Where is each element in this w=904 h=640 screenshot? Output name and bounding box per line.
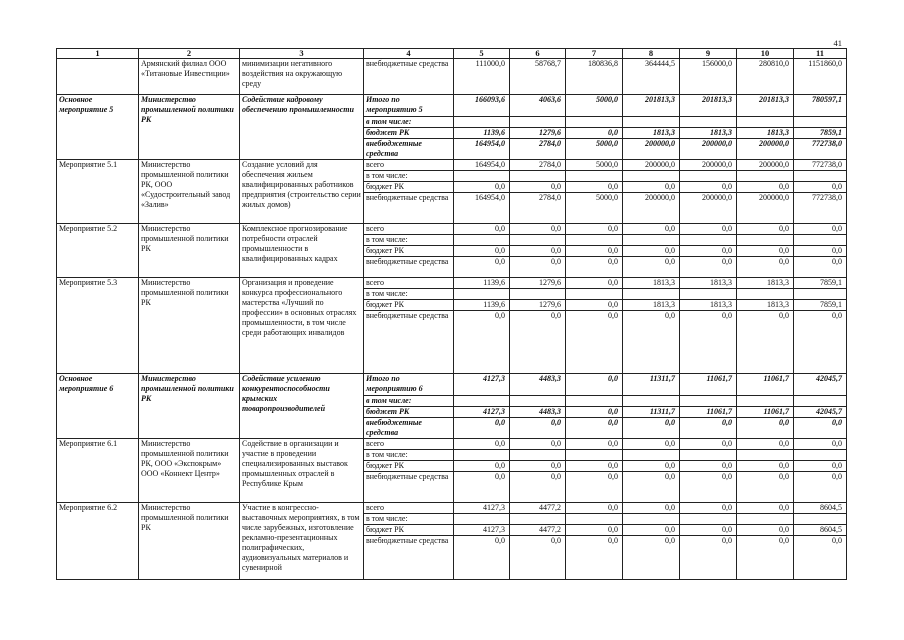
value-cell: 1279,6 [510, 278, 566, 289]
value-cell [510, 117, 566, 128]
value-cell [510, 289, 566, 300]
value-cell [737, 514, 794, 525]
measure-executor: Армянский филиал ООО «Титановые Инвестиции» [139, 59, 240, 95]
value-cell: 1813,3 [623, 300, 680, 311]
value-cell: 4063,6 [510, 95, 566, 117]
header-cell: 11 [794, 49, 847, 59]
value-cell: 201813,3 [737, 95, 794, 117]
value-cell [680, 514, 737, 525]
value-cell: 0,0 [623, 311, 680, 374]
value-cell: 0,0 [737, 536, 794, 580]
value-cell: 0,0 [510, 182, 566, 193]
value-cell: 200000,0 [680, 193, 737, 224]
value-cell [454, 514, 510, 525]
value-cell: 0,0 [623, 472, 680, 503]
value-cell: 7859,1 [794, 128, 847, 139]
source-label: внебюджетные средства [364, 311, 454, 374]
value-cell [794, 289, 847, 300]
value-cell: 0,0 [454, 224, 510, 235]
measure-executor: Министерство промышленной политики РК [139, 374, 240, 439]
source-label: внебюджетные средства [364, 536, 454, 580]
value-cell: 1813,3 [680, 300, 737, 311]
header-cell: 9 [680, 49, 737, 59]
value-cell: 1813,3 [737, 278, 794, 289]
value-cell: 0,0 [566, 525, 623, 536]
measure-name: Мероприятие 5.2 [57, 224, 139, 278]
value-cell: 11061,7 [737, 374, 794, 396]
value-cell: 11311,7 [623, 407, 680, 418]
value-cell: 0,0 [794, 439, 847, 450]
measure-executor: Министерство промышленной политики РК [139, 503, 240, 580]
measure-description: Содействие в организации и участие в проведении специализированных выставок промышленных отраслей в Республике Крым [240, 439, 364, 503]
value-cell [737, 396, 794, 407]
source-label: бюджет РК [364, 246, 454, 257]
value-cell: 0,0 [566, 257, 623, 278]
value-cell: 0,0 [566, 128, 623, 139]
source-label: Итого по мероприятию 6 [364, 374, 454, 396]
table-row [57, 59, 847, 95]
measure-executor: Министерство промышленной политики РК [139, 95, 240, 160]
value-cell: 5000,0 [566, 139, 623, 160]
value-cell [623, 235, 680, 246]
value-cell: 0,0 [510, 311, 566, 374]
table-row [57, 439, 847, 450]
value-cell: 200000,0 [623, 139, 680, 160]
value-cell: 0,0 [737, 246, 794, 257]
value-cell: 200000,0 [737, 160, 794, 171]
value-cell: 0,0 [623, 224, 680, 235]
value-cell: 0,0 [737, 257, 794, 278]
value-cell: 1813,3 [737, 128, 794, 139]
measure-description: минимизации негативного воздействия на окружающую среду [240, 59, 364, 95]
value-cell: 0,0 [737, 472, 794, 503]
value-cell: 0,0 [737, 224, 794, 235]
measure-name: Мероприятие 6.2 [57, 503, 139, 580]
value-cell [737, 117, 794, 128]
value-cell: 5000,0 [566, 193, 623, 224]
measure-name: Основное мероприятие 6 [57, 374, 139, 439]
value-cell: 0,0 [737, 503, 794, 514]
value-cell: 4483,3 [510, 407, 566, 418]
value-cell: 0,0 [566, 503, 623, 514]
value-cell: 4127,3 [454, 525, 510, 536]
value-cell: 0,0 [623, 525, 680, 536]
value-cell [623, 514, 680, 525]
value-cell [510, 235, 566, 246]
value-cell: 0,0 [680, 224, 737, 235]
value-cell: 0,0 [454, 536, 510, 580]
value-cell: 5000,0 [566, 95, 623, 117]
value-cell: 0,0 [566, 407, 623, 418]
value-cell: 0,0 [454, 461, 510, 472]
value-cell: 0,0 [794, 536, 847, 580]
value-cell: 180836,8 [566, 59, 623, 95]
value-cell [794, 396, 847, 407]
value-cell [794, 450, 847, 461]
value-cell: 0,0 [794, 311, 847, 374]
value-cell: 2784,0 [510, 193, 566, 224]
header-cell: 5 [454, 49, 510, 59]
value-cell [680, 289, 737, 300]
value-cell: 0,0 [566, 300, 623, 311]
value-cell: 0,0 [680, 311, 737, 374]
value-cell: 0,0 [680, 418, 737, 439]
value-cell: 0,0 [680, 503, 737, 514]
table-row [57, 224, 847, 235]
value-cell: 0,0 [623, 439, 680, 450]
value-cell: 0,0 [680, 472, 737, 503]
value-cell: 0,0 [566, 311, 623, 374]
source-label: бюджет РК [364, 128, 454, 139]
value-cell: 4477,2 [510, 525, 566, 536]
table-row [57, 160, 847, 171]
value-cell: 0,0 [623, 257, 680, 278]
source-label: внебюджетные средства [364, 139, 454, 160]
table-row [57, 278, 847, 289]
value-cell: 0,0 [566, 182, 623, 193]
value-cell: 772738,0 [794, 139, 847, 160]
value-cell: 4127,3 [454, 503, 510, 514]
value-cell [454, 450, 510, 461]
measure-executor: Министерство промышленной политики РК, ООО «Экспокрым» ООО «Коннект Центр» [139, 439, 240, 503]
value-cell [510, 171, 566, 182]
value-cell: 1139,6 [454, 128, 510, 139]
value-cell [737, 450, 794, 461]
value-cell [510, 396, 566, 407]
value-cell [680, 235, 737, 246]
value-cell [680, 117, 737, 128]
value-cell: 772738,0 [794, 160, 847, 171]
value-cell [510, 450, 566, 461]
value-cell: 1139,6 [454, 300, 510, 311]
value-cell: 8604,5 [794, 503, 847, 514]
measure-name: Мероприятие 6.1 [57, 439, 139, 503]
value-cell: 2784,0 [510, 139, 566, 160]
value-cell: 0,0 [510, 461, 566, 472]
value-cell: 201813,3 [680, 95, 737, 117]
measure-name: Мероприятие 5.3 [57, 278, 139, 374]
value-cell [566, 396, 623, 407]
header-row [57, 49, 847, 59]
measure-executor: Министерство промышленной политики РК, ООО «Судостроительный завод «Залив» [139, 160, 240, 224]
value-cell: 166093,6 [454, 95, 510, 117]
header-cell: 2 [139, 49, 240, 59]
value-cell: 164954,0 [454, 193, 510, 224]
source-label: бюджет РК [364, 407, 454, 418]
value-cell [566, 171, 623, 182]
value-cell: 0,0 [794, 246, 847, 257]
value-cell: 0,0 [737, 525, 794, 536]
value-cell: 0,0 [566, 374, 623, 396]
value-cell: 0,0 [566, 536, 623, 580]
source-label: всего [364, 224, 454, 235]
value-cell: 1279,6 [510, 128, 566, 139]
value-cell [623, 289, 680, 300]
value-cell: 4483,3 [510, 374, 566, 396]
value-cell: 0,0 [680, 536, 737, 580]
value-cell [566, 514, 623, 525]
value-cell: 0,0 [794, 182, 847, 193]
value-cell: 200000,0 [623, 193, 680, 224]
value-cell [737, 235, 794, 246]
value-cell [566, 289, 623, 300]
value-cell [566, 450, 623, 461]
value-cell: 0,0 [510, 472, 566, 503]
value-cell: 1813,3 [623, 278, 680, 289]
value-cell: 4127,3 [454, 407, 510, 418]
value-cell: 0,0 [680, 182, 737, 193]
value-cell: 1813,3 [680, 278, 737, 289]
value-cell: 0,0 [510, 257, 566, 278]
value-cell: 0,0 [566, 472, 623, 503]
value-cell: 780597,1 [794, 95, 847, 117]
page-number: 41 [833, 38, 842, 48]
value-cell: 0,0 [794, 472, 847, 503]
value-cell: 0,0 [454, 182, 510, 193]
value-cell: 111000,0 [454, 59, 510, 95]
value-cell [454, 171, 510, 182]
value-cell: 0,0 [680, 525, 737, 536]
value-cell: 4127,3 [454, 374, 510, 396]
source-label: Итого по мероприятию 5 [364, 95, 454, 117]
value-cell: 11311,7 [623, 374, 680, 396]
header-cell: 3 [240, 49, 364, 59]
value-cell: 42045,7 [794, 374, 847, 396]
value-cell: 200000,0 [623, 160, 680, 171]
value-cell: 0,0 [566, 439, 623, 450]
value-cell: 1279,6 [510, 300, 566, 311]
table-row [57, 374, 847, 396]
header-cell: 4 [364, 49, 454, 59]
value-cell: 0,0 [510, 536, 566, 580]
measure-description: Содействие усилению конкурентоспособности крымских товаропроизводителей [240, 374, 364, 439]
value-cell [510, 514, 566, 525]
measure-description: Содействие кадровому обеспечению промышленности [240, 95, 364, 160]
value-cell: 164954,0 [454, 160, 510, 171]
value-cell: 200000,0 [680, 160, 737, 171]
value-cell: 0,0 [566, 278, 623, 289]
source-label: всего [364, 160, 454, 171]
measure-description: Участие в конгрессно-выставочных мероприятиях, в том числе зарубежных, изготовление рекламно-презентационных полиграфических, аудиовизуальных материалов и сувенирной [240, 503, 364, 580]
value-cell: 164954,0 [454, 139, 510, 160]
value-cell: 0,0 [566, 224, 623, 235]
source-label: внебюджетные средства [364, 193, 454, 224]
value-cell: 58768,7 [510, 59, 566, 95]
value-cell: 0,0 [510, 439, 566, 450]
source-label: бюджет РК [364, 300, 454, 311]
value-cell: 1813,3 [680, 128, 737, 139]
source-label: в том числе: [364, 514, 454, 525]
measure-name: Основное мероприятие 5 [57, 95, 139, 160]
header-cell: 7 [566, 49, 623, 59]
value-cell: 0,0 [623, 503, 680, 514]
source-label: бюджет РК [364, 461, 454, 472]
measure-executor: Министерство промышленной политики РК [139, 278, 240, 374]
value-cell: 0,0 [566, 246, 623, 257]
value-cell: 0,0 [623, 461, 680, 472]
value-cell [623, 450, 680, 461]
source-label: внебюджетные средства [364, 59, 454, 95]
value-cell: 0,0 [794, 461, 847, 472]
measure-description: Создание условий для обеспечения жильем квалифицированных работников предприятия (строительство серии жилых домов) [240, 160, 364, 224]
value-cell: 0,0 [510, 418, 566, 439]
source-label: всего [364, 439, 454, 450]
value-cell: 0,0 [794, 418, 847, 439]
header-cell: 10 [737, 49, 794, 59]
value-cell: 772738,0 [794, 193, 847, 224]
value-cell: 156000,0 [680, 59, 737, 95]
value-cell: 0,0 [794, 224, 847, 235]
value-cell: 0,0 [454, 246, 510, 257]
value-cell: 0,0 [623, 246, 680, 257]
source-label: внебюджетные средства [364, 472, 454, 503]
value-cell: 200000,0 [737, 193, 794, 224]
header-cell: 8 [623, 49, 680, 59]
value-cell: 7859,1 [794, 300, 847, 311]
value-cell [454, 289, 510, 300]
value-cell: 42045,7 [794, 407, 847, 418]
program-financing-table [56, 48, 847, 580]
value-cell: 0,0 [737, 418, 794, 439]
source-label: всего [364, 278, 454, 289]
value-cell [623, 171, 680, 182]
source-label: внебюджетные средства [364, 257, 454, 278]
value-cell: 1813,3 [737, 300, 794, 311]
value-cell: 200000,0 [737, 139, 794, 160]
value-cell [680, 396, 737, 407]
value-cell: 200000,0 [680, 139, 737, 160]
value-cell: 11061,7 [680, 407, 737, 418]
value-cell: 0,0 [454, 311, 510, 374]
value-cell [737, 289, 794, 300]
source-label: всего [364, 503, 454, 514]
measure-executor: Министерство промышленной политики РК [139, 224, 240, 278]
value-cell [566, 117, 623, 128]
measure-description: Организация и проведение конкурса профессионального мастерства «Лучший по профессии» в основных отраслях промышленности, в том числе среди работающих инвалидов [240, 278, 364, 374]
value-cell [794, 117, 847, 128]
value-cell: 4477,2 [510, 503, 566, 514]
value-cell [794, 514, 847, 525]
value-cell: 1813,3 [623, 128, 680, 139]
header-cell: 1 [57, 49, 139, 59]
value-cell: 201813,3 [623, 95, 680, 117]
value-cell: 2784,0 [510, 160, 566, 171]
value-cell [794, 171, 847, 182]
value-cell: 364444,5 [623, 59, 680, 95]
value-cell: 0,0 [737, 311, 794, 374]
source-label: внебюджетные средства [364, 418, 454, 439]
value-cell: 11061,7 [680, 374, 737, 396]
value-cell: 1139,6 [454, 278, 510, 289]
value-cell: 0,0 [510, 246, 566, 257]
measure-name [57, 59, 139, 95]
value-cell [737, 171, 794, 182]
value-cell [794, 235, 847, 246]
value-cell: 0,0 [680, 439, 737, 450]
value-cell [566, 235, 623, 246]
value-cell: 1151860,0 [794, 59, 847, 95]
value-cell [623, 396, 680, 407]
value-cell [454, 117, 510, 128]
source-label: в том числе: [364, 396, 454, 407]
measure-name: Мероприятие 5.1 [57, 160, 139, 224]
value-cell: 8604,5 [794, 525, 847, 536]
value-cell: 0,0 [680, 257, 737, 278]
value-cell [454, 396, 510, 407]
value-cell: 0,0 [454, 418, 510, 439]
value-cell: 0,0 [623, 182, 680, 193]
value-cell: 11061,7 [737, 407, 794, 418]
value-cell: 0,0 [510, 224, 566, 235]
value-cell: 0,0 [566, 461, 623, 472]
source-label: в том числе: [364, 450, 454, 461]
value-cell: 0,0 [454, 257, 510, 278]
value-cell: 0,0 [737, 182, 794, 193]
value-cell: 0,0 [623, 418, 680, 439]
value-cell [454, 235, 510, 246]
source-label: бюджет РК [364, 182, 454, 193]
value-cell: 0,0 [454, 439, 510, 450]
value-cell: 0,0 [680, 246, 737, 257]
value-cell: 0,0 [566, 418, 623, 439]
value-cell: 0,0 [794, 257, 847, 278]
table-row [57, 503, 847, 514]
value-cell: 0,0 [623, 536, 680, 580]
value-cell [680, 450, 737, 461]
value-cell: 5000,0 [566, 160, 623, 171]
value-cell: 0,0 [680, 461, 737, 472]
value-cell [680, 171, 737, 182]
header-cell: 6 [510, 49, 566, 59]
value-cell: 0,0 [737, 439, 794, 450]
source-label: в том числе: [364, 171, 454, 182]
value-cell: 7859,1 [794, 278, 847, 289]
value-cell: 0,0 [737, 461, 794, 472]
source-label: в том числе: [364, 289, 454, 300]
value-cell [623, 117, 680, 128]
value-cell: 0,0 [454, 472, 510, 503]
source-label: в том числе: [364, 117, 454, 128]
source-label: в том числе: [364, 235, 454, 246]
value-cell: 280810,0 [737, 59, 794, 95]
measure-description: Комплексное прогнозирование потребности отраслей промышленности в квалифицированных кадрах [240, 224, 364, 278]
source-label: бюджет РК [364, 525, 454, 536]
table-row [57, 95, 847, 117]
